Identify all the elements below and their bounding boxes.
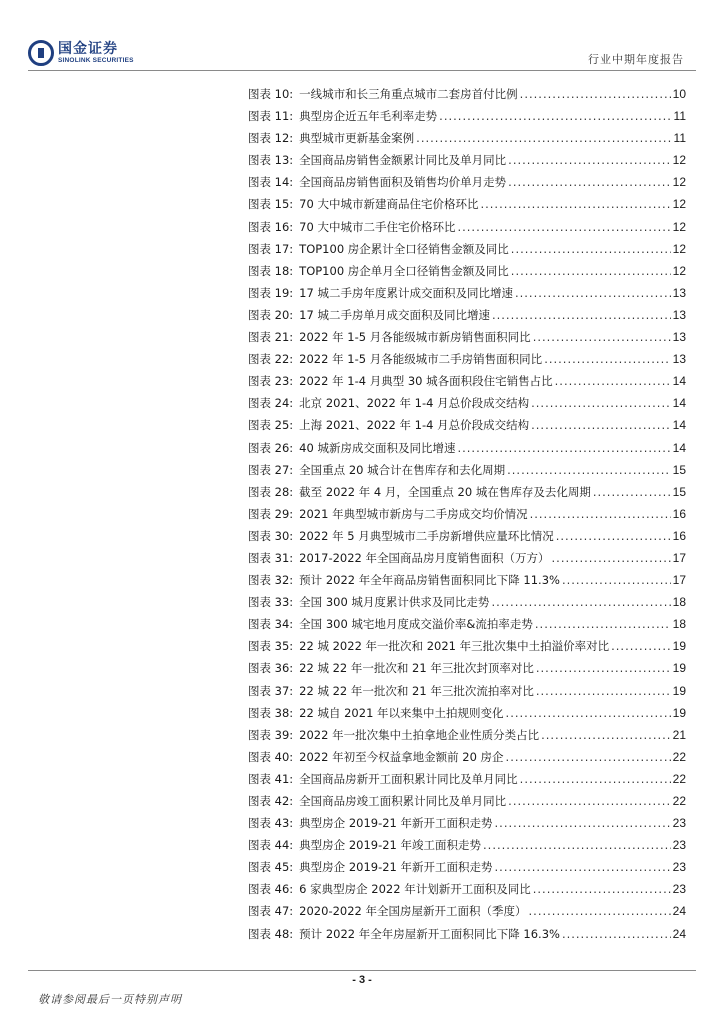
toc-figure-title[interactable]: 典型房企 2019-21 年新开工面积走势: [299, 816, 493, 831]
toc-entry[interactable]: [248, 638, 686, 660]
toc-figure-title[interactable]: 2022 年 5 月典型城市二手房新增供应量环比情况: [299, 528, 554, 543]
toc-figure-title[interactable]: 全国重点 20 城合计在售库存和去化周期: [299, 462, 506, 477]
toc-figure-label: 图表 21:: [248, 330, 294, 345]
toc-dot-leader: [508, 794, 670, 808]
toc-figure-title[interactable]: 全国商品房销售面积及销售均价单月走势: [299, 175, 507, 190]
header-divider: [28, 70, 696, 71]
toc-figure-title[interactable]: 全国 300 城宅地月度成交溢价率&流拍率走势: [299, 617, 533, 632]
toc-page-number: 12: [672, 241, 686, 256]
table-of-figures: [248, 86, 686, 948]
toc-dot-leader: [593, 485, 671, 499]
toc-page-number: 15: [672, 462, 686, 477]
toc-entry[interactable]: [248, 660, 686, 682]
toc-figure-title[interactable]: 2021 年典型城市新房与二手房成交均价情况: [299, 506, 528, 521]
toc-page-number: 15: [672, 484, 686, 499]
toc-figure-title[interactable]: 2022 年 1-4 月典型 30 城各面积段住宅销售占比: [299, 374, 553, 389]
toc-entry[interactable]: [248, 395, 686, 417]
toc-page-number: 19: [672, 705, 686, 720]
toc-figure-title[interactable]: 2022 年一批次集中土拍拿地企业性质分类占比: [299, 727, 540, 742]
toc-figure-title[interactable]: 70 大中城市新建商品住宅价格环比: [299, 197, 479, 212]
toc-dot-leader: [555, 374, 671, 388]
report-type-label: 行业中期年度报告: [588, 53, 684, 66]
toc-dot-leader: [480, 197, 670, 211]
toc-figure-label: 图表 45:: [248, 860, 294, 875]
toc-figure-title[interactable]: 典型房企 2019-21 年竣工面积走势: [299, 838, 482, 853]
toc-figure-label: 图表 32:: [248, 573, 294, 588]
toc-page-number: 19: [672, 661, 686, 676]
toc-dot-leader: [457, 441, 670, 455]
toc-dot-leader: [544, 352, 670, 366]
toc-figure-label: 图表 34:: [248, 617, 294, 632]
toc-dot-leader: [508, 175, 670, 189]
toc-dot-leader: [439, 109, 671, 123]
toc-entry[interactable]: [248, 528, 686, 550]
toc-page-number: 23: [672, 816, 686, 831]
toc-dot-leader: [511, 264, 671, 278]
footer-divider: [28, 970, 696, 971]
toc-figure-title[interactable]: 2022 年 1-5 月各能级城市二手房销售面积同比: [299, 352, 543, 367]
toc-figure-label: 图表 30:: [248, 528, 294, 543]
toc-figure-label: 图表 46:: [248, 882, 294, 897]
toc-figure-title[interactable]: 6 家典型房企 2022 年计划新开工面积及同比: [299, 882, 531, 897]
toc-figure-label: 图表 22:: [248, 352, 294, 367]
toc-page-number: 11: [673, 131, 686, 146]
toc-figure-label: 图表 19:: [248, 285, 294, 300]
toc-entry[interactable]: [248, 484, 686, 506]
toc-dot-leader: [552, 551, 671, 565]
toc-figure-label: 图表 47:: [248, 904, 294, 919]
toc-page-number: 12: [672, 263, 686, 278]
toc-figure-title[interactable]: 22 城 2022 年一批次和 2021 年三批次集中土拍溢价率对比: [299, 639, 610, 654]
toc-dot-leader: [511, 242, 671, 256]
toc-page-number: 14: [672, 396, 686, 411]
toc-figure-label: 图表 35:: [248, 639, 294, 654]
toc-page-number: 13: [672, 285, 686, 300]
toc-dot-leader: [506, 706, 671, 720]
toc-entry[interactable]: [248, 881, 686, 903]
toc-entry[interactable]: [248, 859, 686, 881]
toc-page-number: 14: [672, 374, 686, 389]
toc-figure-title[interactable]: 22 城自 2021 年以来集中土拍规则变化: [299, 705, 504, 720]
toc-entry[interactable]: [248, 440, 686, 462]
toc-dot-leader: [492, 308, 671, 322]
toc-dot-leader: [533, 330, 671, 344]
page-number: - 3 -: [352, 974, 372, 986]
toc-entry[interactable]: [248, 683, 686, 705]
toc-entry[interactable]: [248, 837, 686, 859]
toc-dot-leader: [562, 573, 671, 587]
toc-figure-label: 图表 38:: [248, 705, 294, 720]
toc-entry[interactable]: [248, 351, 686, 373]
toc-page-number: 19: [672, 639, 686, 654]
toc-entry[interactable]: [248, 219, 686, 241]
toc-figure-label: 图表 12:: [248, 131, 294, 146]
page-header: [0, 0, 724, 75]
toc-page-number: 17: [672, 573, 686, 588]
toc-entry[interactable]: [248, 793, 686, 815]
toc-dot-leader: [531, 396, 671, 410]
toc-page-number: 12: [672, 197, 686, 212]
toc-page-number: 13: [672, 330, 686, 345]
toc-dot-leader: [531, 418, 671, 432]
toc-figure-title[interactable]: TOP100 房企累计全口径销售金额及同比: [299, 241, 509, 256]
toc-entry[interactable]: [248, 285, 686, 307]
toc-figure-label: 图表 41:: [248, 771, 294, 786]
toc-figure-title[interactable]: 2017-2022 年全国商品房月度销售面积（万方）: [299, 550, 550, 565]
toc-figure-label: 图表 18:: [248, 263, 294, 278]
toc-dot-leader: [416, 131, 671, 145]
toc-page-number: 24: [672, 904, 686, 919]
toc-dot-leader: [491, 595, 670, 609]
toc-page-number: 11: [673, 109, 686, 124]
toc-figure-label: 图表 42:: [248, 794, 294, 808]
toc-figure-label: 图表 15:: [248, 197, 294, 212]
toc-dot-leader: [536, 661, 671, 675]
toc-dot-leader: [483, 838, 671, 852]
toc-dot-leader: [457, 220, 670, 234]
toc-page-number: 17: [672, 550, 686, 565]
toc-page-number: 10: [672, 87, 686, 101]
toc-page-number: 14: [672, 418, 686, 433]
toc-figure-title[interactable]: 2020-2022 年全国房屋新开工面积（季度）: [299, 904, 527, 919]
toc-page-number: 12: [672, 175, 686, 190]
toc-figure-label: 图表 16:: [248, 219, 294, 234]
toc-figure-title[interactable]: 22 城 22 年一批次和 21 年三批次封顶率对比: [299, 661, 534, 676]
toc-page-number: 21: [672, 727, 686, 742]
toc-entry[interactable]: [248, 506, 686, 528]
disclaimer-note: 敬请参阅最后一页特别声明: [38, 993, 182, 1006]
toc-dot-leader: [529, 904, 671, 918]
toc-figure-label: 图表 20:: [248, 307, 294, 322]
toc-figure-label: 图表 28:: [248, 484, 294, 499]
toc-dot-leader: [495, 860, 671, 874]
toc-dot-leader: [556, 529, 671, 543]
sinolink-logo-icon: [28, 40, 54, 66]
toc-dot-leader: [495, 816, 671, 830]
company-logo: [28, 40, 134, 66]
toc-figure-title[interactable]: 预计 2022 年全年房屋新开工面积同比下降 16.3%: [299, 926, 560, 941]
toc-entry[interactable]: [248, 727, 686, 749]
toc-entry[interactable]: [248, 705, 686, 727]
toc-dot-leader: [536, 684, 671, 698]
toc-page-number: 18: [672, 617, 686, 632]
toc-entry[interactable]: [248, 616, 686, 638]
toc-entry[interactable]: [248, 130, 686, 152]
toc-page-number: 24: [672, 926, 686, 941]
toc-figure-label: 图表 31:: [248, 550, 294, 565]
toc-figure-title[interactable]: 17 城二手房单月成交面积及同比增速: [299, 307, 490, 322]
toc-figure-title[interactable]: 一线城市和长三角重点城市二套房首付比例: [299, 87, 518, 101]
toc-dot-leader: [508, 153, 670, 167]
toc-figure-label: 图表 29:: [248, 506, 294, 521]
toc-figure-title[interactable]: 70 大中城市二手住宅价格环比: [299, 219, 456, 234]
toc-entry[interactable]: [248, 329, 686, 351]
toc-figure-title[interactable]: 全国 300 城月度累计供求及同比走势: [299, 595, 490, 610]
toc-figure-label: 图表 17:: [248, 241, 294, 256]
toc-figure-label: 图表 40:: [248, 749, 294, 764]
toc-figure-title[interactable]: 2022 年初至今权益拿地金额前 20 房企: [299, 749, 504, 764]
toc-entry[interactable]: [248, 926, 686, 948]
toc-figure-label: 图表 26:: [248, 440, 294, 455]
toc-figure-title[interactable]: 17 城二手房年度累计成交面积及同比增速: [299, 285, 513, 300]
toc-entry[interactable]: [248, 417, 686, 439]
toc-figure-title[interactable]: 全国商品房竣工面积累计同比及单月同比: [299, 794, 507, 808]
logo-chinese-name: 国金证券: [58, 40, 118, 57]
toc-figure-label: 图表 43:: [248, 816, 294, 831]
toc-entry[interactable]: [248, 174, 686, 196]
toc-dot-leader: [515, 286, 671, 300]
toc-entry[interactable]: [248, 749, 686, 771]
toc-figure-label: 图表 23:: [248, 374, 294, 389]
toc-dot-leader: [541, 728, 671, 742]
toc-figure-title[interactable]: 全国商品房新开工面积累计同比及单月同比: [299, 771, 518, 786]
toc-page-number: 23: [672, 838, 686, 853]
toc-figure-label: 图表 44:: [248, 838, 294, 853]
toc-page-number: 16: [672, 506, 686, 521]
toc-dot-leader: [535, 617, 671, 631]
toc-figure-label: 图表 37:: [248, 683, 294, 698]
toc-page-number: 12: [672, 219, 686, 234]
toc-entry[interactable]: [248, 307, 686, 329]
toc-figure-title[interactable]: 典型房企近五年毛利率走势: [299, 109, 438, 124]
toc-entry[interactable]: [248, 550, 686, 572]
logo-english-name: SINOLINK SECURITIES: [58, 56, 134, 64]
toc-figure-title[interactable]: TOP100 房企单月全口径销售金额及同比: [299, 263, 509, 278]
toc-figure-title[interactable]: 40 城新房成交面积及同比增速: [299, 440, 456, 455]
toc-dot-leader: [520, 772, 671, 786]
toc-figure-title[interactable]: 截至 2022 年 4 月，全国重点 20 城在售库存及去化周期: [299, 484, 591, 499]
toc-figure-title[interactable]: 预计 2022 年全年商品房销售面积同比下降 11.3%: [299, 573, 560, 588]
toc-page-number: 22: [672, 749, 686, 764]
toc-dot-leader: [533, 882, 671, 896]
toc-dot-leader: [611, 639, 671, 653]
toc-figure-label: 图表 14:: [248, 175, 294, 190]
toc-figure-title[interactable]: 22 城 22 年一批次和 21 年三批次流拍率对比: [299, 683, 534, 698]
toc-entry[interactable]: [248, 373, 686, 395]
toc-entry[interactable]: [248, 108, 686, 130]
toc-entry[interactable]: [248, 462, 686, 484]
toc-figure-label: 图表 27:: [248, 462, 294, 477]
toc-page-number: 18: [672, 595, 686, 610]
toc-entry[interactable]: [248, 263, 686, 285]
toc-page-number: 13: [672, 352, 686, 367]
toc-dot-leader: [530, 507, 671, 521]
toc-entry[interactable]: [248, 771, 686, 793]
toc-entry[interactable]: [248, 903, 686, 925]
toc-page-number: 14: [672, 440, 686, 455]
toc-entry[interactable]: [248, 86, 686, 108]
toc-figure-title[interactable]: 典型城市更新基金案例: [299, 131, 415, 146]
toc-dot-leader: [520, 87, 671, 101]
toc-page-number: 22: [672, 771, 686, 786]
toc-figure-label: 图表 24:: [248, 396, 294, 411]
toc-figure-label: 图表 33:: [248, 595, 294, 610]
toc-figure-title[interactable]: 全国商品房销售金额累计同比及单月同比: [299, 153, 507, 168]
toc-figure-label: 图表 25:: [248, 418, 294, 433]
toc-page-number: 13: [672, 307, 686, 322]
toc-page-number: 12: [672, 153, 686, 168]
toc-figure-label: 图表 13:: [248, 153, 294, 168]
toc-figure-label: 图表 11:: [248, 109, 294, 124]
toc-figure-title[interactable]: 2022 年 1-5 月各能级城市新房销售面积同比: [299, 330, 531, 345]
toc-entry[interactable]: [248, 196, 686, 218]
toc-figure-label: 图表 39:: [248, 727, 294, 742]
toc-figure-label: 图表 10:: [248, 87, 294, 101]
toc-dot-leader: [562, 927, 671, 941]
toc-page-number: 16: [672, 528, 686, 543]
toc-entry[interactable]: [248, 815, 686, 837]
toc-page-number: 23: [672, 860, 686, 875]
toc-dot-leader: [507, 463, 671, 477]
toc-figure-label: 图表 48:: [248, 926, 294, 941]
toc-figure-title[interactable]: 典型房企 2019-21 年新开工面积走势: [299, 860, 493, 875]
toc-page-number: 19: [672, 683, 686, 698]
toc-dot-leader: [506, 750, 671, 764]
toc-page-number: 22: [672, 794, 686, 808]
toc-figure-title[interactable]: 北京 2021、2022 年 1-4 月总价段成交结构: [299, 396, 530, 411]
toc-figure-title[interactable]: 上海 2021、2022 年 1-4 月总价段成交结构: [299, 418, 530, 433]
toc-page-number: 23: [672, 882, 686, 897]
toc-entry[interactable]: [248, 241, 686, 263]
toc-entry[interactable]: [248, 152, 686, 174]
toc-figure-label: 图表 36:: [248, 661, 294, 676]
toc-entry[interactable]: [248, 594, 686, 616]
toc-entry[interactable]: [248, 572, 686, 594]
